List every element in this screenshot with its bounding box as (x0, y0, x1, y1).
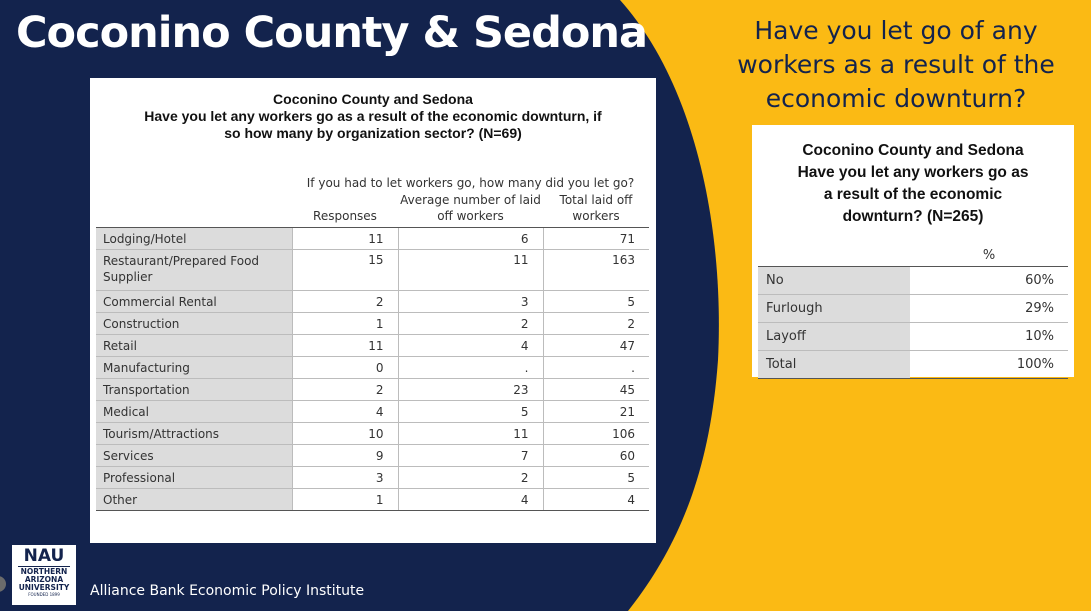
table-row (758, 267, 1068, 295)
layoff-type-table-card (752, 125, 1074, 377)
average-value: 2 (398, 313, 543, 335)
table-row (96, 489, 649, 511)
sector-label: Construction (96, 313, 292, 335)
logo-line-arizona: ARIZONA (24, 575, 64, 584)
footer-institute-name: Alliance Bank Economic Policy Institute (90, 583, 365, 599)
average-value: 7 (398, 445, 543, 467)
responses-value: 4 (292, 401, 398, 423)
super-header: If you had to let workers go, how many did you let go? (306, 176, 635, 190)
average-value: 6 (398, 228, 543, 250)
sector-label: Services (96, 445, 292, 467)
layoff-type-label: Layoff (758, 323, 910, 351)
sector-layoffs-table (96, 174, 649, 511)
slide-title: Coconino County & Sedona (16, 8, 648, 58)
total-value: 47 (543, 335, 649, 357)
layoff-type-title-line4: downturn? (N=265) (842, 208, 984, 225)
layoff-type-table-title (752, 140, 1074, 228)
total-value: 106 (543, 423, 649, 445)
responses-value: 3 (292, 467, 398, 489)
average-value: 11 (398, 423, 543, 445)
total-value: . (543, 357, 649, 379)
table-row (758, 351, 1068, 379)
percent-value: 100% (910, 351, 1068, 379)
total-value: 21 (543, 401, 649, 423)
table-row (96, 445, 649, 467)
table-row (96, 423, 649, 445)
average-value: 4 (398, 335, 543, 357)
col-header-responses: Responses (292, 192, 398, 228)
table-row (96, 401, 649, 423)
average-value: . (398, 357, 543, 379)
layoff-type-label: Furlough (758, 295, 910, 323)
table-row (96, 291, 649, 313)
percent-value: 60% (1025, 273, 1054, 288)
sector-label: Transportation (96, 379, 292, 401)
sector-label: Medical (96, 401, 292, 423)
percent-value: 10% (910, 323, 1068, 351)
table-row (758, 323, 1068, 351)
sector-label: Retail (96, 335, 292, 357)
sector-layoffs-table-card (90, 78, 656, 543)
logo-abbr: NAU (23, 546, 65, 566)
responses-value: 10 (292, 423, 398, 445)
sector-label: Other (96, 489, 292, 511)
sector-label: Manufacturing (96, 357, 292, 379)
sector-label: Restaurant/Prepared Food Supplier (96, 250, 292, 291)
sector-label: Tourism/Attractions (96, 423, 292, 445)
table-row (96, 335, 649, 357)
responses-value: 15 (292, 250, 398, 291)
average-value: 23 (398, 379, 543, 401)
total-value: 4 (543, 489, 649, 511)
responses-value: 0 (292, 357, 398, 379)
right-question-heading: Have you let go of any workers as a result of the economic downturn? (737, 16, 1055, 113)
percent-header: % (910, 237, 1068, 267)
col-header-total: Total laid off workers (543, 192, 649, 228)
sector-table-title (90, 91, 656, 142)
responses-value: 2 (292, 291, 398, 313)
table-row (758, 295, 1068, 323)
responses-value: 1 (292, 313, 398, 335)
responses-value: 11 (292, 228, 398, 250)
average-value: 3 (398, 291, 543, 313)
layoff-type-label: No (758, 267, 910, 295)
table-row (96, 250, 649, 291)
sector-table-title-line3: so how many by organization sector? (N=69) (224, 125, 522, 141)
responses-value: 2 (292, 379, 398, 401)
total-value: 5 (543, 467, 649, 489)
layoff-type-title-line1: Coconino County and Sedona (802, 142, 1024, 159)
nau-logo (12, 545, 76, 605)
logo-line-university: UNIVERSITY (18, 583, 70, 592)
average-value: 11 (398, 250, 543, 291)
sector-label: Lodging/Hotel (96, 228, 292, 250)
table-row (96, 313, 649, 335)
table-row (96, 357, 649, 379)
sector-table-title-line2: Have you let any workers go as a result of the economic downturn, if (144, 108, 602, 124)
average-value: 2 (398, 467, 543, 489)
sector-label: Commercial Rental (96, 291, 292, 313)
layoff-type-table (758, 237, 1068, 379)
total-value: 2 (543, 313, 649, 335)
responses-value: 1 (292, 489, 398, 511)
table-row (96, 379, 649, 401)
total-value: 5 (543, 291, 649, 313)
percent-value: 29% (910, 295, 1068, 323)
sector-label: Professional (96, 467, 292, 489)
logo-line-northern: NORTHERN (20, 567, 68, 576)
responses-value: 9 (292, 445, 398, 467)
total-value: 71 (543, 228, 649, 250)
average-value: 4 (398, 489, 543, 511)
responses-value: 11 (292, 335, 398, 357)
table-row (96, 228, 649, 250)
logo-founded: FOUNDED 1899 (28, 592, 60, 597)
table-row (96, 467, 649, 489)
sector-table-title-line1: Coconino County and Sedona (273, 91, 473, 107)
layoff-type-title-line3: a result of the economic (823, 186, 1003, 203)
total-value: 60 (543, 445, 649, 467)
total-value: 45 (543, 379, 649, 401)
total-value: 163 (543, 250, 649, 291)
average-value: 5 (398, 401, 543, 423)
layoff-type-title-line2: Have you let any workers go as (797, 164, 1029, 181)
layoff-type-label: Total (758, 351, 910, 379)
col-header-average: Average number of laid off workers (398, 192, 543, 228)
